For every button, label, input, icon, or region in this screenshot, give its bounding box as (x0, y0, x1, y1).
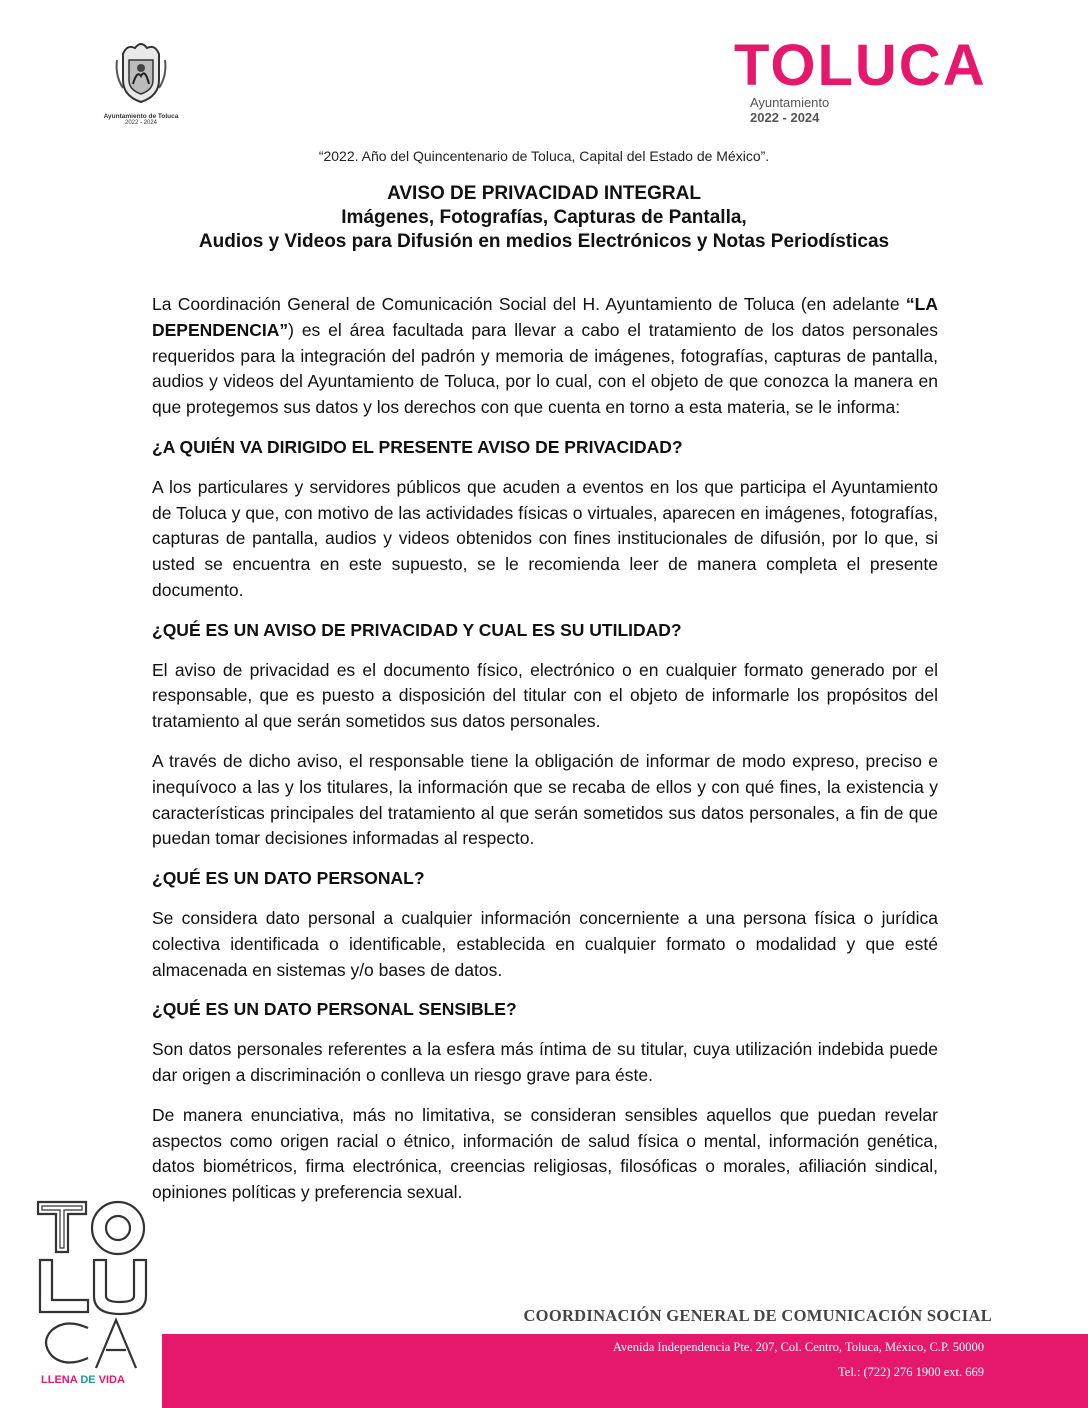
seal-caption: Ayuntamiento de Toluca (103, 113, 179, 120)
brand-wordmark: TOLUCA (734, 33, 987, 98)
document-body (152, 292, 938, 1220)
footer-phone: Tel.: (722) 276 1900 ext. 669 (838, 1365, 984, 1379)
toluca-outline-letters (36, 1200, 152, 1370)
section-heading: ¿A QUIÉN VA DIRIGIDO EL PRESENTE AVISO DE PRIVACIDAD? (152, 436, 683, 457)
dependency-term: “LA DEPENDENCIA” (152, 294, 938, 340)
document-title (100, 182, 988, 254)
toluca-brand-logo (734, 33, 994, 130)
intro-paragraph: La Coordinación General de Comunicación Social del H. Ayuntamiento de Toluca (en adelante “LA DEPENDENCIA”) es el área facultada para llevar a cabo el tratamiento de los datos personales requeridos para la integración del padrón y memoria de imágenes, fotografías, capturas de pantalla, audios y videos del Ayuntamiento de Toluca, por lo cual, con el objeto de que conozca la manera en que protegemos sus datos y los derechos con que cuenta en torno a esta materia, se le informa: (152, 294, 938, 418)
section-paragraph: A los particulares y servidores públicos que acuden a eventos en los que participa el Ayuntamiento de Toluca y que, con motivo de las actividades físicas o virtuales, aparecen en imágenes, fotografías, capturas de pantalla, audios y videos obtenidos con fines institucionales de difusión, por lo que, si usted se encuentra en este supuesto, se le recomienda leer de manera completa el presente documento. (152, 476, 938, 600)
year-motto: “2022. Año del Quincentenario de Toluca, Capital del Estado de México”. (318, 148, 770, 164)
section-paragraph: El aviso de privacidad es el documento físico, electrónico o en cualquier formato generado por el responsable, que es puesto a disposición del titular con el objeto de informarle los propósitos del tratamiento al que serán sometidos sus datos personales. (152, 659, 938, 732)
toluca-outline-logo (36, 1200, 152, 1390)
title-line-2: Imágenes, Fotografías, Capturas de Pantalla, (341, 207, 747, 228)
section-paragraph: A través de dicho aviso, el responsable tiene la obligación de informar de modo expreso, preciso e inequívoco a las y los titulares, la información que se recaba de ellos y con qué fines, la existencia y características principales del tratamiento al que serán sometidos sus datos personales, a fin de que puedan tomar decisiones informadas al respecto. (152, 750, 938, 849)
coat-of-arms-icon (113, 40, 169, 106)
section-heading: ¿QUÉ ES UN DATO PERSONAL? (152, 868, 425, 889)
section-heading: ¿QUÉ ES UN AVISO DE PRIVACIDAD Y CUAL ES SU UTILIDAD? (152, 619, 682, 640)
brand-subtitle: Ayuntamiento (750, 95, 830, 110)
section-paragraph: De manera enunciativa, más no limitativa, se consideran sensibles aquellos que puedan revelar aspectos como origen racial o étnico, información de salud física o mental, información genética, datos biométricos, firma electrónica, creencias religiosas, filosóficas o morales, afiliación sindical, opiniones políticas y preferencia sexual. (152, 1104, 938, 1203)
section-heading: ¿QUÉ ES UN DATO PERSONAL SENSIBLE? (152, 999, 517, 1020)
footer-band (162, 1334, 1088, 1408)
title-line-1: AVISO DE PRIVACIDAD INTEGRAL (387, 183, 701, 204)
municipal-seal (96, 40, 186, 126)
life-slogan: LLENA DE VIDA (41, 1374, 125, 1386)
footer-office-name: COORDINACIÓN GENERAL DE COMUNICACIÓN SOCIAL (523, 1306, 992, 1325)
footer-address: Avenida Independencia Pte. 207, Col. Centro, Toluca, México, C.P. 50000 (612, 1340, 984, 1354)
section-paragraph: Se considera dato personal a cualquier información concerniente a una persona física o jurídica colectiva identificada o identificable, establecida en cualquier formato o modalidad y que esté almacenada en sistemas y/o bases de datos. (152, 907, 938, 980)
brand-years: 2022 - 2024 (750, 110, 820, 125)
seal-caption-years: 2022 - 2024 (124, 120, 158, 126)
title-line-3: Audios y Videos para Difusión en medios Electrónicos y Notas Periodísticas (198, 231, 890, 252)
section-paragraph: Son datos personales referentes a la esfera más íntima de su titular, cuya utilización indebida puede dar origen a discriminación o conlleva un riesgo grave para éste. (152, 1039, 938, 1085)
